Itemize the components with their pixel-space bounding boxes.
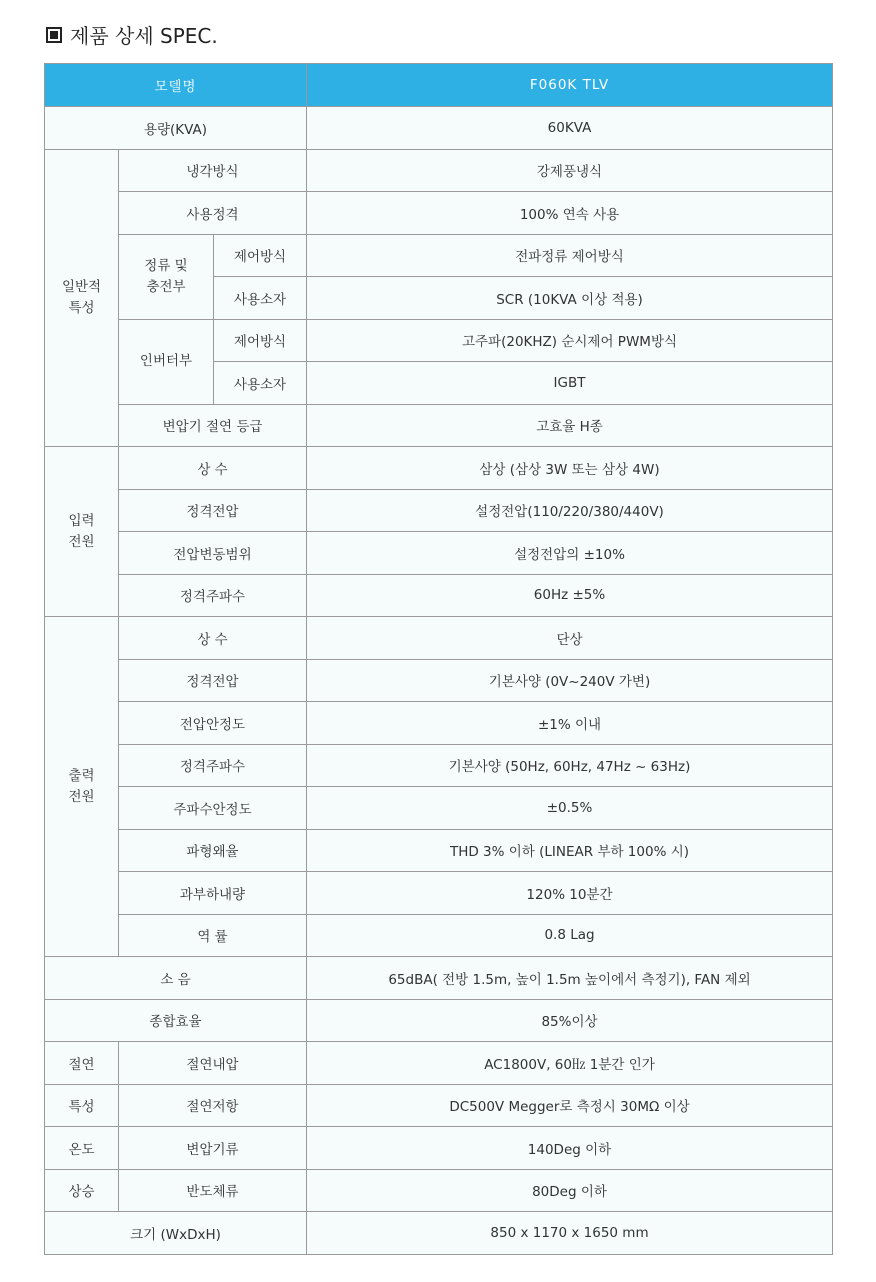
temperature-semiconductor-label: 반도체류 — [119, 1169, 307, 1212]
input-frequency-value: 60Hz ±5% — [307, 574, 833, 617]
insulation-class-label: 변압기 절연 등급 — [119, 404, 307, 447]
table-row — [45, 1212, 833, 1255]
cooling-label: 냉각방식 — [119, 149, 307, 192]
input-phase-value: 삼상 (삼상 3W 또는 삼상 4W) — [307, 447, 833, 490]
size-label: 크기 (WxDxH) — [45, 1212, 307, 1255]
model-value: F060K TLV — [307, 64, 833, 107]
rectifier-control-value: 전파정류 제어방식 — [307, 234, 833, 277]
table-row — [45, 234, 833, 277]
table-row — [45, 1042, 833, 1085]
table-row — [45, 1169, 833, 1212]
output-distortion-value: THD 3% 이하 (LINEAR 부하 100% 시) — [307, 829, 833, 872]
rectifier-device-label: 사용소자 — [214, 277, 307, 320]
output-distortion-label: 파형왜율 — [119, 829, 307, 872]
inverter-control-value: 고주파(20KHZ) 순시제어 PWM방식 — [307, 319, 833, 362]
page-title — [46, 20, 218, 49]
general-group-label: 일반적 특성 — [45, 149, 119, 447]
rating-value: 100% 연속 사용 — [307, 192, 833, 235]
output-voltage-stability-value: ±1% 이내 — [307, 702, 833, 745]
output-voltage-stability-label: 전압안정도 — [119, 702, 307, 745]
inverter-device-value: IGBT — [307, 362, 833, 405]
input-phase-label: 상 수 — [119, 447, 307, 490]
table-row — [45, 659, 833, 702]
insulation-group-label-bottom: 특성 — [45, 1084, 119, 1127]
output-group-label: 출력 전원 — [45, 617, 119, 957]
table-row — [45, 914, 833, 957]
table-row — [45, 149, 833, 192]
size-value: 850 x 1170 x 1650 mm — [307, 1212, 833, 1255]
rectifier-control-label: 제어방식 — [214, 234, 307, 277]
table-row — [45, 872, 833, 915]
output-power-factor-value: 0.8 Lag — [307, 914, 833, 957]
output-frequency-value: 기본사양 (50Hz, 60Hz, 47Hz ~ 63Hz) — [307, 744, 833, 787]
input-voltage-range-value: 설정전압의 ±10% — [307, 532, 833, 575]
output-power-factor-label: 역 률 — [119, 914, 307, 957]
insulation-withstand-value: AC1800V, 60㎐ 1분간 인가 — [307, 1042, 833, 1085]
spec-table — [44, 63, 833, 1255]
output-voltage-label: 정격전압 — [119, 659, 307, 702]
output-overload-value: 120% 10분간 — [307, 872, 833, 915]
table-row — [45, 192, 833, 235]
table-row — [45, 107, 833, 150]
insulation-resistance-value: DC500V Megger로 측정시 30MΩ 이상 — [307, 1084, 833, 1127]
rectifier-group-label: 정류 및 충전부 — [119, 234, 214, 319]
table-row — [45, 447, 833, 490]
inverter-group-label: 인버터부 — [119, 319, 214, 404]
input-voltage-range-label: 전압변동범위 — [119, 532, 307, 575]
output-frequency-stability-label: 주파수안정도 — [119, 787, 307, 830]
output-phase-value: 단상 — [307, 617, 833, 660]
output-voltage-value: 기본사양 (0V~240V 가변) — [307, 659, 833, 702]
table-row — [45, 829, 833, 872]
table-row — [45, 999, 833, 1042]
input-voltage-label: 정격전압 — [119, 489, 307, 532]
capacity-value: 60KVA — [307, 107, 833, 150]
table-row — [45, 1084, 833, 1127]
table-row — [45, 957, 833, 1000]
temperature-group-label-bottom: 상승 — [45, 1169, 119, 1212]
efficiency-label: 종합효율 — [45, 999, 307, 1042]
temperature-group-label-top: 온도 — [45, 1127, 119, 1170]
rating-label: 사용정격 — [119, 192, 307, 235]
output-frequency-label: 정격주파수 — [119, 744, 307, 787]
table-row — [45, 787, 833, 830]
temperature-semiconductor-value: 80Deg 이하 — [307, 1169, 833, 1212]
table-row — [45, 532, 833, 575]
insulation-withstand-label: 절연내압 — [119, 1042, 307, 1085]
temperature-transformer-value: 140Deg 이하 — [307, 1127, 833, 1170]
insulation-class-value: 고효율 H종 — [307, 404, 833, 447]
table-row — [45, 489, 833, 532]
output-frequency-stability-value: ±0.5% — [307, 787, 833, 830]
table-row — [45, 404, 833, 447]
output-phase-label: 상 수 — [119, 617, 307, 660]
insulation-group-label-top: 절연 — [45, 1042, 119, 1085]
table-row — [45, 744, 833, 787]
temperature-transformer-label: 변압기류 — [119, 1127, 307, 1170]
insulation-resistance-label: 절연저항 — [119, 1084, 307, 1127]
rectifier-device-value: SCR (10KVA 이상 적용) — [307, 277, 833, 320]
noise-label: 소 음 — [45, 957, 307, 1000]
output-overload-label: 과부하내량 — [119, 872, 307, 915]
efficiency-value: 85%이상 — [307, 999, 833, 1042]
noise-value: 65dBA( 전방 1.5m, 높이 1.5m 높이에서 측정기), FAN 제외 — [307, 957, 833, 1000]
table-row — [45, 574, 833, 617]
input-frequency-label: 정격주파수 — [119, 574, 307, 617]
model-label: 모델명 — [45, 64, 307, 107]
table-row — [45, 319, 833, 362]
input-voltage-value: 설정전압(110/220/380/440V) — [307, 489, 833, 532]
table-row — [45, 702, 833, 745]
page-title-text: 제품 상세 SPEC. — [70, 24, 218, 48]
table-row — [45, 1127, 833, 1170]
cooling-value: 강제풍냉식 — [307, 149, 833, 192]
input-group-label: 입력 전원 — [45, 447, 119, 617]
inverter-device-label: 사용소자 — [214, 362, 307, 405]
capacity-label: 용량(KVA) — [45, 107, 307, 150]
table-header-row — [45, 64, 833, 107]
table-row — [45, 617, 833, 660]
inverter-control-label: 제어방식 — [214, 319, 307, 362]
square-bullet-icon — [46, 27, 62, 43]
